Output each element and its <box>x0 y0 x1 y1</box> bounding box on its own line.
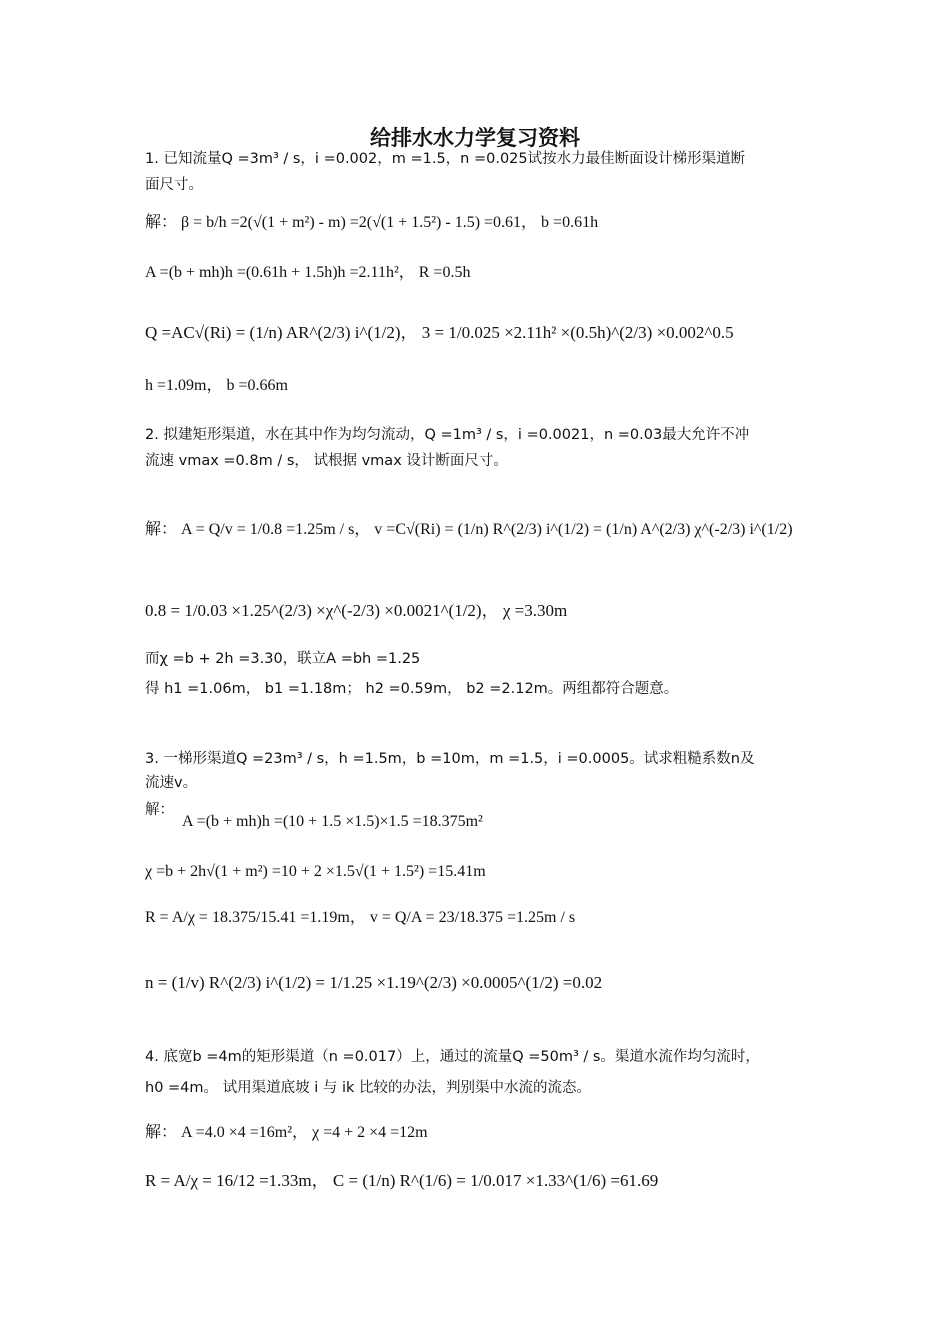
problem-1-statement: 1. 已知流量Q =3m³ / s，i =0.002，m =1.5，n =0.025试按水力最佳断面设计梯形渠道断 <box>145 151 746 167</box>
problem-3-statement: 3. 一梯形渠道Q =23m³ / s，h =1.5m，b =10m，m =1.5，i =0.0005。试求粗糙系数n及 <box>145 751 755 767</box>
problem-2-system: 而χ =b + 2h =3.30，联立A =bh =1.25 <box>145 651 421 667</box>
problem-2-result: 得 h1 =1.06m， b1 =1.18m； h2 =0.59m， b2 =2.12m。两组都符合题意。 <box>145 681 679 697</box>
problem-4-radius-chezy: R = A/χ = 16/12 =1.33m， C = (1/n) R^(1/6) = 1/0.017 ×1.33^(1/6) =61.69 <box>145 1171 659 1190</box>
page-title: 给排水水力学复习资料 <box>370 126 580 150</box>
problem-3-roughness: n = (1/v) R^(2/3) i^(1/2) = 1/1.25 ×1.19^(2/3) ×0.0005^(1/2) =0.02 <box>145 973 603 992</box>
problem-2-statement-cont: 流速 vmax =0.8m / s， 试根据 vmax 设计断面尺寸。 <box>145 453 508 469</box>
problem-1-solution-beta: 解： β = b/h =2(√(1 + m²) - m) =2(√(1 + 1.5²) - 1.5) =0.61， b =0.61h <box>145 214 599 231</box>
problem-1-flow-equation: Q =AC√(Ri) = (1/n) AR^(2/3) i^(1/2)， 3 = 1/0.025 ×2.11h² ×(0.5h)^(2/3) ×0.002^0.5 <box>145 323 734 342</box>
problem-2-chi-equation: 0.8 = 1/0.03 ×1.25^(2/3) ×χ^(-2/3) ×0.0021^(1/2)， χ =3.30m <box>145 601 568 620</box>
problem-3-solution-label: 解： <box>145 802 174 818</box>
problem-4-statement-cont: h0 =4m。 试用渠道底坡 i 与 ik 比较的办法，判别渠中水流的流态。 <box>145 1080 592 1096</box>
problem-1-result: h =1.09m， b =0.66m <box>145 377 288 394</box>
problem-3-area: A =(b + mh)h =(10 + 1.5 ×1.5)×1.5 =18.375m² <box>182 813 483 830</box>
problem-2-statement: 2. 拟建矩形渠道，水在其中作为均匀流动，Q =1m³ / s，i =0.0021，n =0.03最大允许不冲 <box>145 427 750 443</box>
problem-1-area: A =(b + mh)h =(0.61h + 1.5h)h =2.11h²， R =0.5h <box>145 264 471 281</box>
problem-1-statement-cont: 面尺寸。 <box>145 177 203 193</box>
problem-2-solution-area: 解： A = Q/v = 1/0.8 =1.25m / s， v =C√(Ri) = (1/n) R^(2/3) i^(1/2) = (1/n) A^(2/3) χ^(-2/3) i^(1/2) <box>145 521 793 538</box>
problem-4-statement: 4. 底宽b =4m的矩形渠道（n =0.017）上，通过的流量Q =50m³ / s。渠道水流作均匀流时， <box>145 1049 760 1065</box>
problem-3-statement-cont: 流速v。 <box>145 775 198 791</box>
problem-3-radius-velocity: R = A/χ = 18.375/15.41 =1.19m， v = Q/A = 23/18.375 =1.25m / s <box>145 909 576 926</box>
problem-4-area-perimeter: 解： A =4.0 ×4 =16m²， χ =4 + 2 ×4 =12m <box>145 1124 428 1141</box>
problem-3-wetted-perimeter: χ =b + 2h√(1 + m²) =10 + 2 ×1.5√(1 + 1.5²) =15.41m <box>145 863 486 880</box>
